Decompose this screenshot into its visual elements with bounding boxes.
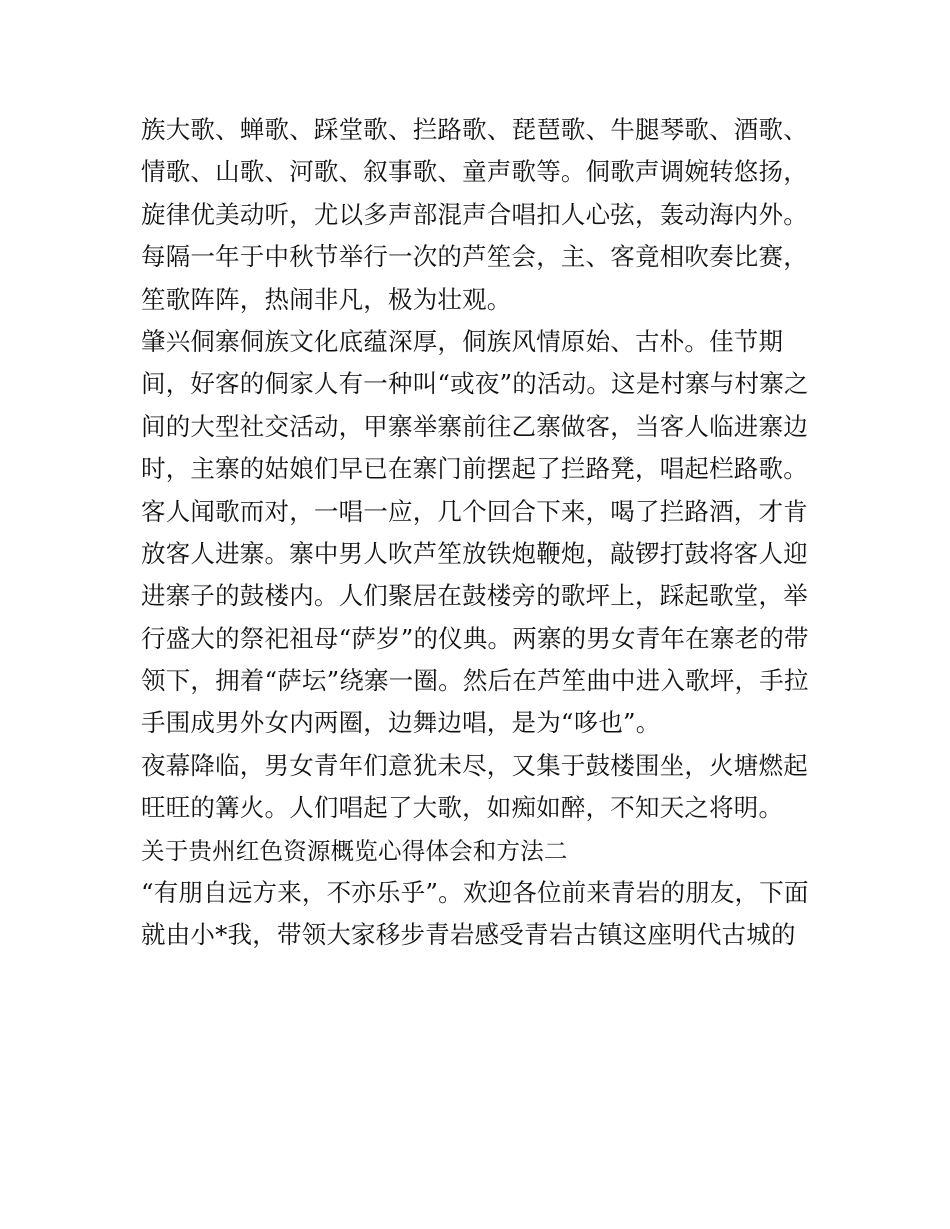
text-line: 旋律优美动听，尤以多声部混声合唱扣人心弦，轰动海内外。: [141, 199, 808, 229]
text-line: 手围成男外女内两圈，边舞边唱，是为“哆也”。: [141, 708, 661, 738]
text-line: 情歌、山歌、河歌、叙事歌、童声歌等。侗歌声调婉转悠扬，: [141, 157, 808, 187]
text-line: 时，主寨的姑娘们早已在寨门前摆起了拦路凳，唱起栏路歌。: [141, 454, 808, 484]
text-line: 放客人进寨。寨中男人吹芦笙放铁炮鞭炮，敲锣打鼓将客人迎: [141, 538, 808, 568]
text-line: 间，好客的侗家人有一种叫“或夜”的活动。这是村寨与村寨之: [141, 369, 809, 399]
text-line: 夜幕降临，男女青年们意犹未尽，又集于鼓楼围坐，火塘燃起: [141, 750, 808, 780]
text-line: 客人闻歌而对，一唱一应，几个回合下来，喝了拦路酒，才肯: [141, 496, 808, 526]
text-line: 旺旺的篝火。人们唱起了大歌，如痴如醉，不知天之将明。: [141, 793, 784, 823]
document-page: [141, 109, 821, 957]
text-line: 领下，拥着“萨坛”绕寨一圈。然后在芦笙曲中进入歌坪，手拉: [141, 666, 809, 696]
text-line: 间的大型社交活动，甲寨举寨前往乙寨做客，当客人临进寨边: [141, 411, 808, 441]
text-line: 笙歌阵阵，热闹非凡，极为壮观。: [141, 284, 512, 314]
text-line: 就由小*我，带领大家移步青岩感受青岩古镇这座明代古城的: [141, 920, 796, 950]
text-line: 族大歌、蝉歌、踩堂歌、拦路歌、琵琶歌、牛腿琴歌、酒歌、: [141, 115, 808, 144]
text-line: 每隔一年于中秋节举行一次的芦笙会，主、客竟相吹奏比赛，: [141, 242, 808, 272]
text-line: 行盛大的祭祀祖母“萨岁”的仪典。两寨的男女青年在寨老的带: [141, 623, 809, 653]
text-line: “有朋自远方来，不亦乐乎”。欢迎各位前来青岩的朋友，下面: [141, 878, 809, 908]
text-line: 进寨子的鼓楼内。人们聚居在鼓楼旁的歌坪上，踩起歌堂，举: [141, 581, 808, 611]
section-heading: 关于贵州红色资源概览心得体会和方法二: [141, 836, 568, 865]
text-line: 肇兴侗寨侗族文化底蕴深厚，侗族风情原始、古朴。佳节期: [141, 326, 784, 356]
